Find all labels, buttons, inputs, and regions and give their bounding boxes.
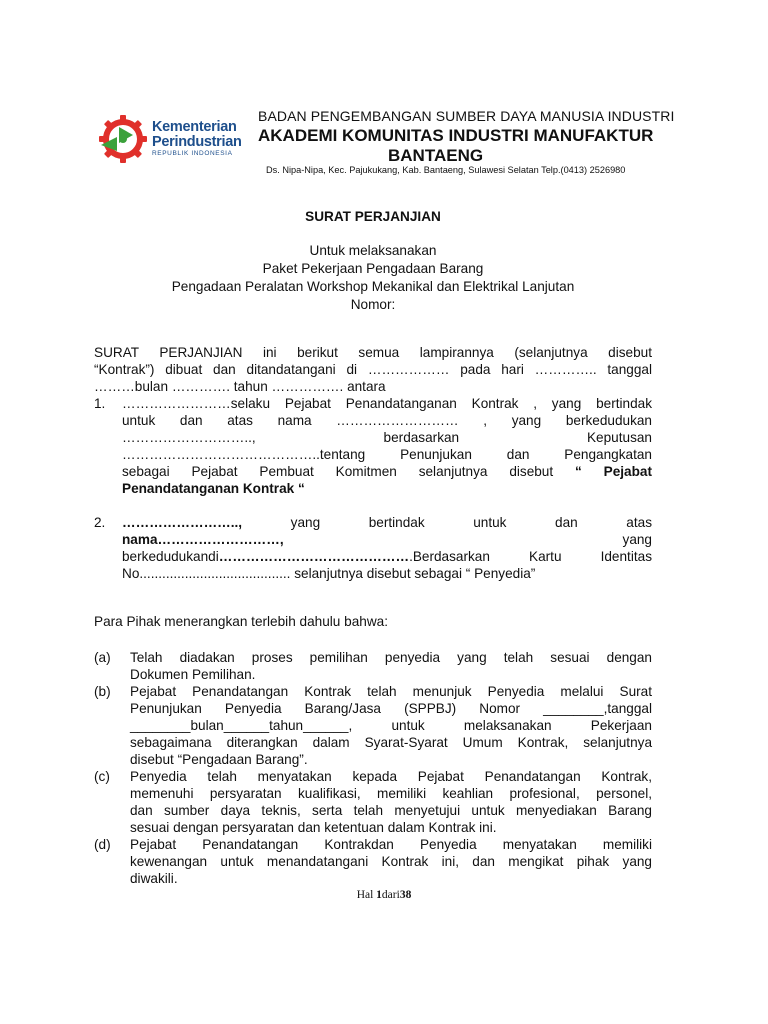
recital-c-label: (c) [94,769,110,784]
party-1-line-5 [122,464,652,481]
recital-a-line-2: Dokumen Pemilihan. [130,667,256,682]
recital-c-line-1: Penyedia telah menyatakan kepada Pejabat Penandatangan Kontrak, [130,769,652,784]
recital-b-line-3: ________bulan______tahun______, untuk melaksanakan Pekerjaan [130,718,652,733]
title-line-3: Pengadaan Peralatan Workshop Mekanikal dan Elektrikal Lanjutan [171,279,575,294]
party-1-line-4: ……………………………………..tentang Penunjukan dan Pengangkatan [122,447,652,462]
title-line-2: Paket Pekerjaan Pengadaan Barang [262,261,484,276]
recital-d-line-1: Pejabat Penandatangan Kontrakdan Penyedia menyatakan memiliki [130,837,652,852]
logo-line-1: Kementerian [152,119,237,135]
page-of: dari [381,889,400,901]
page-number [0,889,768,901]
party-2-line-2 [122,532,652,549]
recital-b-line-2: Penunjukan Penyedia Barang/Jasa (SPPBJ) Nomor ________,tanggal [130,701,652,716]
title-line-4: Nomor: [350,297,396,312]
party-2-number: 2. [94,515,106,530]
page-prefix: Hal [356,889,377,901]
intro-line-2: “Kontrak”) dibuat dan ditandatangani di ……………… pada hari ………….. tanggal [94,362,652,377]
recital-d-line-2: kewenangan untuk menandatangani Kontrak ini, dan mengikat pihak yang [130,854,652,869]
party-2-line-1 [122,515,652,532]
party-2-nama-dots: nama………………………, [122,532,284,547]
recital-a-line-1: Telah diadakan proses pemilihan penyedia yang telah sesuai dengan [130,650,652,665]
gear-logo-icon [97,114,151,164]
party-1-line-1: ……………………selaku Pejabat Penandatanganan Kontrak , yang bertindak [122,396,652,411]
party-2-id-label: .Berdasarkan Kartu Identitas [409,549,652,564]
page-current: 1 [376,889,382,901]
party-2-domicile-dots: …………………………………… [218,549,410,564]
recital-b-line-1: Pejabat Penandatangan Kontrak telah menunjuk Penyedia melalui Surat [130,684,652,699]
page-total: 38 [399,889,412,901]
agency-name: BADAN PENGEMBANGAN SUMBER DAYA MANUSIA INDUSTRI [258,108,675,124]
ministry-logo [97,114,247,164]
party-1-role-start: “ Pejabat [575,464,652,479]
recital-b-line-4: sebagaimana diterangkan dalam Syarat-Syarat Umum Kontrak, selanjutnya [130,735,652,750]
intro-line-1: SURAT PERJANJIAN ini berikut semua lampirannya (selanjutnya disebut [94,345,652,360]
party-1-role: Penandatanganan Kontrak “ [122,481,305,496]
party-2-line-4: No........................................ selanjutnya disebut sebagai “ Penyedia” [122,566,536,581]
party-2-line-2-text: yang [622,532,652,547]
party-2-line-1-text: yang bertindak untuk dan atas [290,515,652,530]
institution-location: BANTAENG [388,146,484,165]
logo-line-3: REPUBLIK INDONESIA [152,150,233,157]
party-1-line-3: ……………………….., berdasarkan Keputusan [122,430,652,445]
recital-d-line-3: diwakili. [130,871,178,886]
document-title: SURAT PERJANJIAN [305,209,441,224]
intro-line-3: ………bulan …………. tahun ……………. antara [94,379,386,394]
recital-d-label: (d) [94,837,111,852]
title-line-1: Untuk melaksanakan [309,243,437,258]
recital-b-line-5: disebut “Pengadaan Barang”. [130,752,308,767]
recital-c-line-3: dan sumber daya teknis, serta telah menyetujui untuk menyediakan Barang [130,803,652,818]
institution-name: AKADEMI KOMUNITAS INDUSTRI MANUFAKTUR [258,126,654,145]
party-1-line-2: untuk dan atas nama ……………………… , yang berkedudukan [122,413,652,428]
preamble: Para Pihak menerangkan terlebih dahulu bahwa: [94,614,388,629]
logo-line-2: Perindustrian [152,134,242,150]
institution-address: Ds. Nipa-Nipa, Kec. Pajukukang, Kab. Bantaeng, Sulawesi Selatan Telp.(0413) 2526980 [266,165,626,175]
party-2-name-dots: …………………….., [122,515,243,530]
party-2-domicile-label: berkedudukandi [122,549,219,564]
recital-b-label: (b) [94,684,111,699]
party-1-line-5-text: sebagai Pejabat Pembuat Komitmen selanjutnya disebut [122,464,575,479]
recital-a-label: (a) [94,650,111,665]
party-2-line-3 [122,549,652,566]
recital-c-line-2: memenuhi persyaratan kualifikasi, memiliki keahlian profesional, personel, [130,786,652,801]
recital-c-line-4: sesuai dengan persyaratan dan ketentuan dalam Kontrak ini. [130,820,497,835]
party-1-number: 1. [94,396,106,411]
